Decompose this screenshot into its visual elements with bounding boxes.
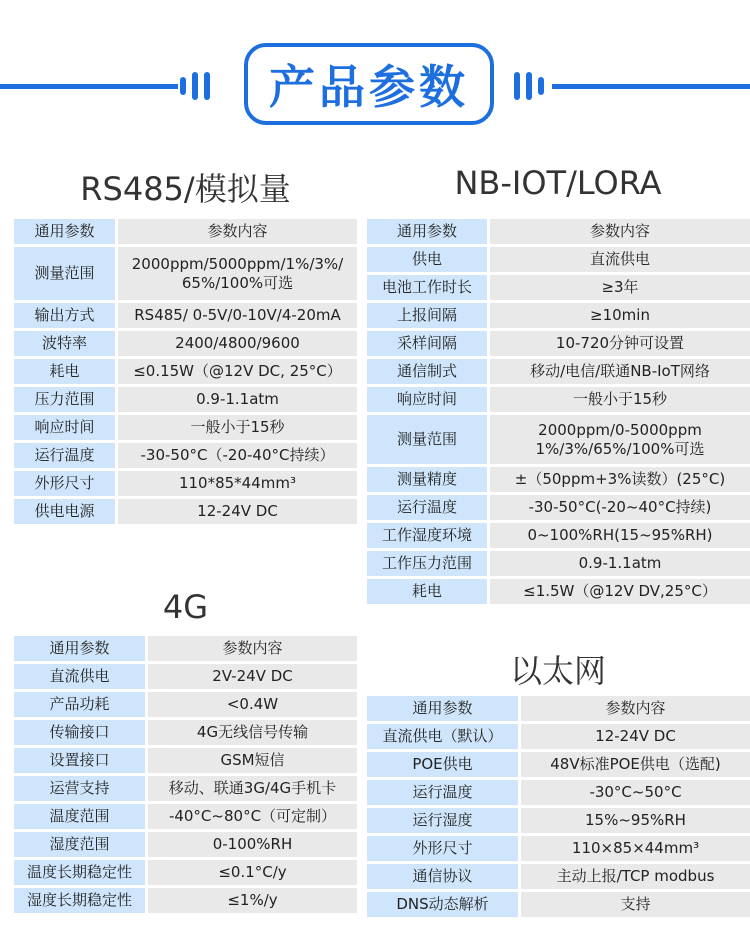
param-value-cell: 2000ppm/5000ppm/1%/3%/ 65%/100%可选 [115,247,357,300]
param-name-cell: 运行温度 [14,443,115,468]
table-row [367,780,750,805]
param-value-cell: 10-720分钟可设置 [487,331,750,356]
param-name-cell: POE供电 [367,752,518,777]
column-header-param: 通用参数 [367,696,518,721]
header-box [244,43,494,125]
table-header-row [367,696,750,721]
param-name-cell: 外形尺寸 [367,836,518,861]
param-value-cell: -30-50°C(-20~40°C持续) [487,495,750,520]
param-value-cell: 12-24V DC [115,499,357,524]
param-name-cell: 运行温度 [367,495,487,520]
header-bars-right [514,70,544,102]
param-name-cell: 响应时间 [367,387,487,412]
param-name-cell: 设置接口 [14,748,145,773]
table-row [14,471,357,496]
param-value-cell: ≥3年 [487,275,750,300]
rs485-spec-table [14,216,357,527]
g4-section-title: 4G [162,588,209,626]
ethernet-section-title: 以太网 [509,652,606,690]
param-name-cell: 波特率 [14,331,115,356]
param-value-cell: 支持 [518,892,750,917]
table-row [367,467,750,492]
table-row [14,888,357,913]
param-name-cell: 供电电源 [14,499,115,524]
table-row [14,860,357,885]
param-name-cell: 运行温度 [367,780,518,805]
page-title: 产品参数 [269,60,469,114]
param-name-cell: 电池工作时长 [367,275,487,300]
param-value-cell: 移动/电信/联通NB-IoT网络 [487,359,750,384]
table-row [14,415,357,440]
param-value-cell: 110*85*44mm³ [115,471,357,496]
param-name-cell: 产品功耗 [14,692,145,717]
table-header-row [367,219,750,244]
table-row [367,808,750,833]
param-name-cell: 采样间隔 [367,331,487,356]
table-row [14,303,357,328]
param-name-cell: 工作湿度环境 [367,523,487,548]
table-row [14,247,357,300]
table-row [367,359,750,384]
param-name-cell: 耗电 [14,359,115,384]
table-row [14,331,357,356]
param-value-cell: 48V标准POE供电（选配) [518,752,750,777]
table-row [14,832,357,857]
table-row [367,724,750,749]
table-row [367,752,750,777]
table-row [14,387,357,412]
table-row [14,804,357,829]
table-row [367,892,750,917]
header-bars-left [180,70,210,102]
param-value-cell: 0.9-1.1atm [115,387,357,412]
table-row [367,275,750,300]
param-name-cell: 供电 [367,247,487,272]
table-row [367,415,750,464]
param-name-cell: 通信制式 [367,359,487,384]
param-name-cell: 测量范围 [14,247,115,300]
param-name-cell: 测量精度 [367,467,487,492]
column-header-value: 参数内容 [487,219,750,244]
table-header-row [14,636,357,661]
param-name-cell: 直流供电（默认） [367,724,518,749]
param-value-cell: ±（50ppm+3%读数）(25°C) [487,467,750,492]
column-header-value: 参数内容 [145,636,357,661]
header-line-left [0,84,178,89]
param-value-cell: ≤0.15W（@12V DC, 25°C） [115,359,357,384]
column-header-value: 参数内容 [518,696,750,721]
param-value-cell: 4G无线信号传输 [145,720,357,745]
param-name-cell: 响应时间 [14,415,115,440]
param-value-cell: 一般小于15秒 [487,387,750,412]
param-value-cell: 移动、联通3G/4G手机卡 [145,776,357,801]
table-header-row [14,219,357,244]
table-row [367,864,750,889]
rs485-section-title: RS485/模拟量 [80,170,291,208]
nbiot-spec-table [367,216,750,607]
nbiot-section-title: NB-IOT/LORA [454,164,662,202]
param-value-cell: 0-100%RH [145,832,357,857]
param-value-cell: ≤1%/y [145,888,357,913]
param-value-cell: ≤0.1°C/y [145,860,357,885]
param-name-cell: 压力范围 [14,387,115,412]
table-row [14,499,357,524]
ethernet-spec-table [367,693,750,920]
param-name-cell: 温度长期稳定性 [14,860,145,885]
param-name-cell: 传输接口 [14,720,145,745]
table-row [14,720,357,745]
param-value-cell: -30°C~50°C [518,780,750,805]
table-row [367,523,750,548]
param-value-cell: 0~100%RH(15~95%RH) [487,523,750,548]
column-header-param: 通用参数 [367,219,487,244]
param-value-cell: 12-24V DC [518,724,750,749]
param-name-cell: 运营支持 [14,776,145,801]
param-name-cell: 外形尺寸 [14,471,115,496]
table-row [14,748,357,773]
param-value-cell: ≥10min [487,303,750,328]
param-value-cell: 110×85×44mm³ [518,836,750,861]
param-name-cell: 工作压力范围 [367,551,487,576]
param-value-cell: 2000ppm/0-5000ppm 1%/3%/65%/100%可选 [487,415,750,464]
param-name-cell: 直流供电 [14,664,145,689]
param-name-cell: 输出方式 [14,303,115,328]
param-value-cell: 主动上报/TCP modbus [518,864,750,889]
param-value-cell: 15%~95%RH [518,808,750,833]
param-name-cell: 温度范围 [14,804,145,829]
param-name-cell: DNS动态解析 [367,892,518,917]
param-name-cell: 湿度范围 [14,832,145,857]
table-row [367,495,750,520]
table-row [367,331,750,356]
param-name-cell: 耗电 [367,579,487,604]
param-value-cell: -30-50°C（-20-40°C持续） [115,443,357,468]
table-row [14,443,357,468]
param-value-cell: -40°C~80°C（可定制） [145,804,357,829]
table-row [367,579,750,604]
table-row [14,776,357,801]
param-value-cell: <0.4W [145,692,357,717]
table-row [14,692,357,717]
column-header-param: 通用参数 [14,219,115,244]
param-value-cell: GSM短信 [145,748,357,773]
param-value-cell: 0.9-1.1atm [487,551,750,576]
param-name-cell: 通信协议 [367,864,518,889]
param-value-cell: 一般小于15秒 [115,415,357,440]
table-row [14,664,357,689]
column-header-param: 通用参数 [14,636,145,661]
table-row [367,387,750,412]
param-name-cell: 湿度长期稳定性 [14,888,145,913]
table-row [14,359,357,384]
param-name-cell: 测量范围 [367,415,487,464]
g4-spec-table [14,633,357,916]
param-value-cell: ≤1.5W（@12V DV,25°C） [487,579,750,604]
header-line-right [552,84,750,89]
param-value-cell: 2400/4800/9600 [115,331,357,356]
param-value-cell: 直流供电 [487,247,750,272]
table-row [367,247,750,272]
param-name-cell: 运行湿度 [367,808,518,833]
table-row [367,551,750,576]
table-row [367,303,750,328]
table-row [367,836,750,861]
param-name-cell: 上报间隔 [367,303,487,328]
column-header-value: 参数内容 [115,219,357,244]
param-value-cell: 2V-24V DC [145,664,357,689]
param-value-cell: RS485/ 0-5V/0-10V/4-20mA [115,303,357,328]
